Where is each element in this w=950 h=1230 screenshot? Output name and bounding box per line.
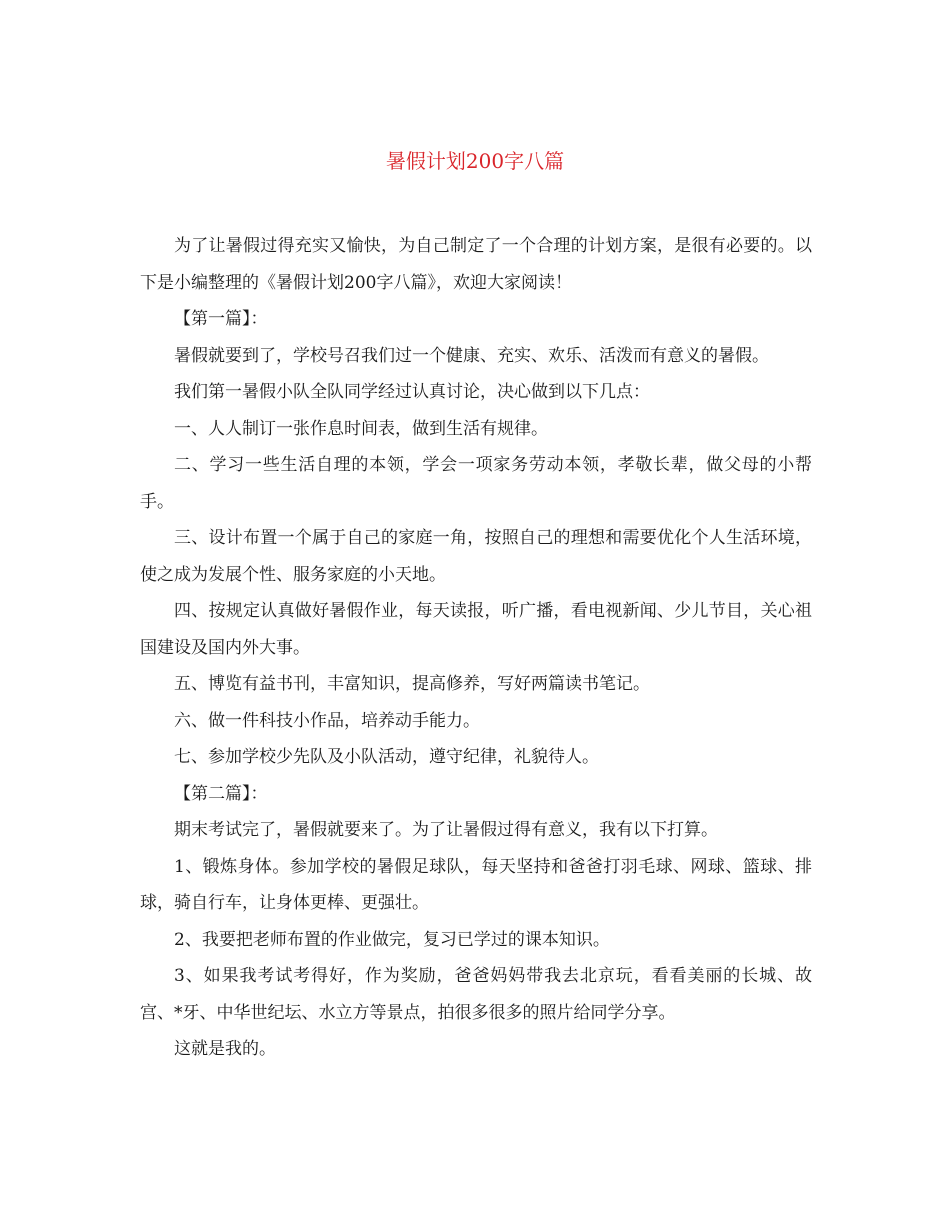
list-item: 1、锻炼身体。参加学校的暑假足球队，每天坚持和爸爸打羽毛球、网球、篮球、排球，骑自行车，让身体更棒、更强壮。 — [140, 856, 812, 913]
list-item: 五、博览有益书刊，丰富知识，提高修养，写好两篇读书笔记。 — [174, 674, 650, 694]
list-item: 二、学习一些生活自理的本领，学会一项家务劳动本领，孝敬长辈，做父母的小帮手。 — [140, 455, 812, 512]
paragraph: 我们第一暑假小队全队同学经过认真讨论，决心做到以下几点： — [174, 382, 650, 402]
list-item: 六、做一件科技小作品，培养动手能力。 — [174, 710, 480, 731]
paragraph-closing: 这就是我的。 — [174, 1039, 276, 1059]
paragraph-intro: 为了让暑假过得充实又愉快，为自己制定了一个合理的计划方案，是很有必要的。以下是小编整理的《暑假计划200字八篇》，欢迎大家阅读！ — [140, 236, 812, 293]
paragraph: 暑假就要到了，学校号召我们过一个健康、充实、欢乐、活泼而有意义的暑假。 — [174, 345, 769, 366]
document-body — [140, 228, 812, 1068]
section-heading-2: 【第二篇】： — [174, 783, 268, 804]
list-item: 3、如果我考试考得好，作为奖励，爸爸妈妈带我去北京玩，看看美丽的长城、故宫、*牙、中华世纪坛、水立方等景点，拍很多很多的照片给同学分享。 — [140, 966, 812, 1023]
list-item: 2、我要把老师布置的作业做完，复习已学过的课本知识。 — [174, 929, 610, 950]
list-item: 七、参加学校少先队及小队活动，遵守纪律，礼貌待人。 — [174, 747, 599, 767]
paragraph: 期末考试完了，暑假就要来了。为了让暑假过得有意义，我有以下打算。 — [174, 820, 718, 840]
list-item: 三、设计布置一个属于自己的家庭一角，按照自己的理想和需要优化个人生活环境，使之成为发展个性、服务家庭的小天地。 — [140, 528, 812, 585]
section-heading-1: 【第一篇】： — [174, 309, 268, 329]
list-item: 四、按规定认真做好暑假作业，每天读报，听广播，看电视新闻、少儿节目，关心祖国建设及国内外大事。 — [140, 601, 812, 658]
document-title: 暑假计划200字八篇 — [385, 149, 565, 173]
list-item: 一、人人制订一张作息时间表，做到生活有规律。 — [174, 418, 548, 439]
